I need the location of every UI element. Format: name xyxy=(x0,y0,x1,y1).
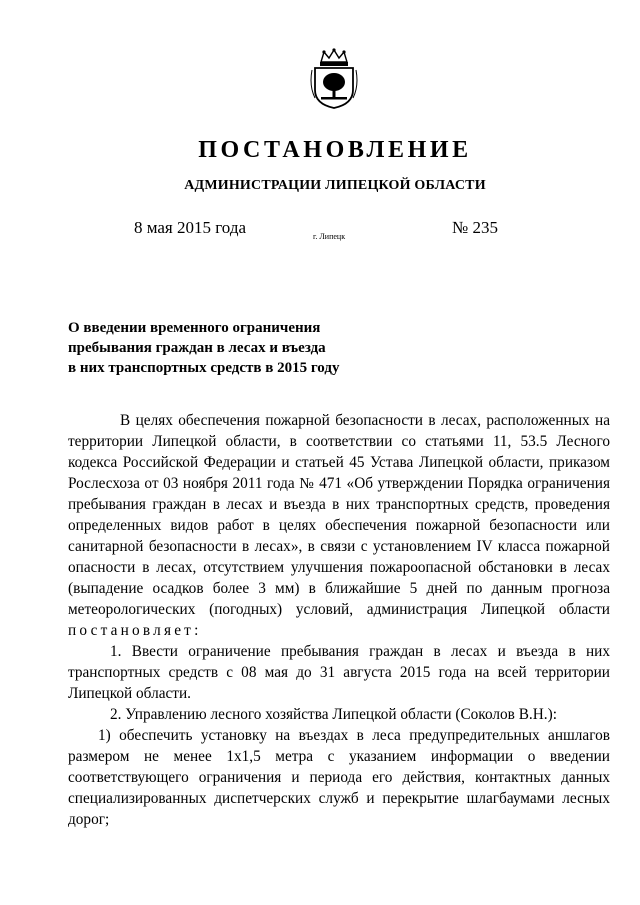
heading-line: О введении временного ограничения xyxy=(68,320,321,336)
heading-line: в них транспортных средств в 2015 году xyxy=(68,360,340,376)
body-paragraph: 1. Ввести ограничение пребывания граждан в лесах и въезда в них транспортных средств с 08 мая до 31 августа 2015 года на всей территории Липецкой области. xyxy=(68,643,610,702)
body-spaced-word: постановляет: xyxy=(68,622,202,639)
document-number: № 235 xyxy=(452,218,498,237)
document-title: ПОСТАНОВЛЕНИЕ xyxy=(198,137,472,163)
document-date: 8 мая 2015 года xyxy=(134,218,247,237)
coat-of-arms-icon xyxy=(309,48,359,110)
body-paragraph-text: В целях обеспечения пожарной безопасности в лесах, расположенных на территории Липецкой области, в соответствии со статьями 11, 53.5 Лесного кодекса Российской Федерации и статьей 45 Устава Липецкой области, приказом Рослесхоза от 03 ноября 2011 года № 471 «Об утверждении Порядка ограничения пребывания граждан в лесах и въезда в них транспортных средств, проведения определенных видов работ в целях обеспечения пожарной безопасности или санитарной безопасности в лесах», в связи с установлением IV класса пожарной опасности в лесах, отсутствием улучшения пожароопасной обстановки в лесах (выпадение осадков более 3 мм) в ближайшие 5 дней по данным прогноза метеорологических (погодных) условий, администрация Липецкой области xyxy=(68,412,610,618)
heading-line: пребывания граждан в лесах и въезда xyxy=(68,340,326,356)
document-subtitle: АДМИНИСТРАЦИИ ЛИПЕЦКОЙ ОБЛАСТИ xyxy=(184,178,486,193)
document-body xyxy=(68,410,610,830)
body-paragraph: 1) обеспечить установку на въездах в леса предупредительных аншлагов размером не менее 1х1,5 метра с указанием информации о введении соответствующего ограничения и периода его действия, контактных данных специализированных диспетчерских служб и перекрытие шлагбаумами лесных дорог; xyxy=(68,727,610,828)
document-city: г. Липецк xyxy=(313,232,346,241)
document-heading xyxy=(68,318,368,378)
body-paragraph: 2. Управлению лесного хозяйства Липецкой области (Соколов В.Н.): xyxy=(110,706,557,723)
body-paragraph xyxy=(68,410,610,641)
